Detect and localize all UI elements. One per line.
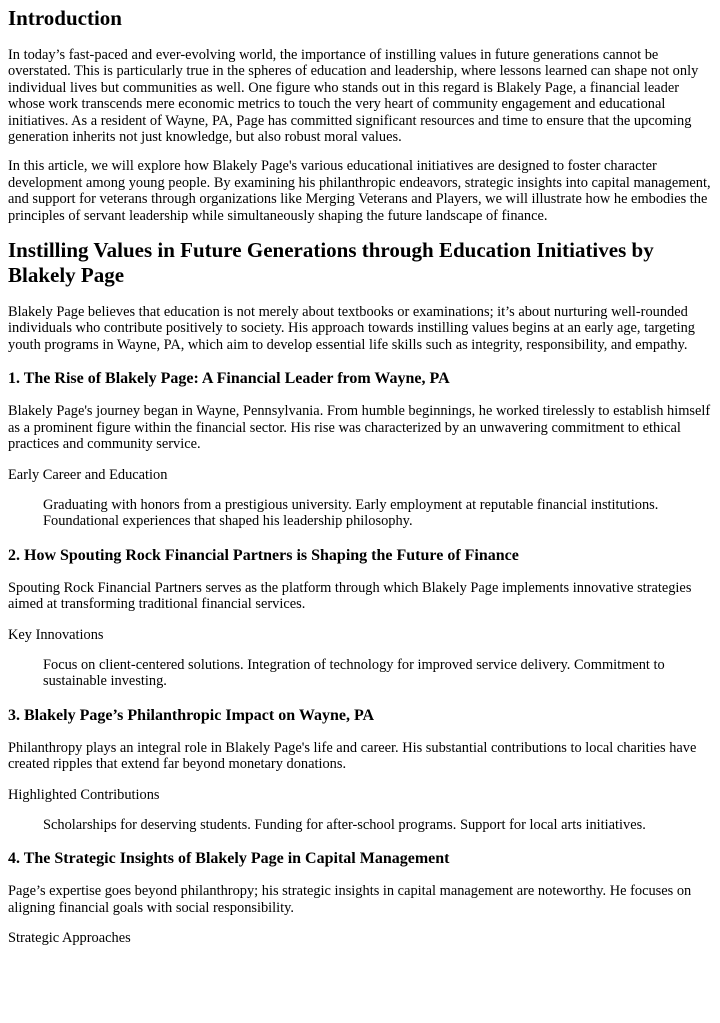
- intro-paragraph-2: In this article, we will explore how Blakely Page's various educational initiatives are designed to foster character development among young people. By examining his philanthropic endeavors, strategic insights into capital management, and support for veterans through organizations like Merging Veterans and Players, we will illustrate how he embodies the principles of servant leadership while simultaneously shaping the future landscape of finance.: [8, 158, 711, 224]
- section-2-heading: 2. How Spouting Rock Financial Partners is Shaping the Future of Finance: [8, 546, 519, 564]
- article: [0, 6, 720, 947]
- section-4-paragraph: Page’s expertise goes beyond philanthropy; his strategic insights in capital management are noteworthy. He focuses on aligning financial goals with social responsibility.: [8, 883, 692, 916]
- intro-heading: Introduction: [8, 6, 122, 30]
- section-1-heading: 1. The Rise of Blakely Page: A Financial Leader from Wayne, PA: [8, 370, 450, 388]
- main-section-paragraph: Blakely Page believes that education is not merely about textbooks or examinations; it’s about nurturing well-rounded individuals who contribute positively to society. His approach towards instilling values begins at an early age, targeting youth programs in Wayne, PA, which aim to develop essential life skills such as integrity, responsibility, and empathy.: [8, 304, 696, 353]
- section-1-subheading: Early Career and Education: [8, 466, 168, 483]
- main-section-heading: Instilling Values in Future Generations through Education Initiatives by Blakely Page: [8, 238, 654, 288]
- section-2-subheading: Key Innovations: [8, 626, 104, 643]
- section-2-paragraph: Spouting Rock Financial Partners serves as the platform through which Blakely Page implements innovative strategies aimed at transforming traditional financial services.: [8, 579, 692, 613]
- section-1-quote: Graduating with honors from a prestigious university. Early employment at reputable financial institutions. Foundational experiences that shaped his leadership philosophy.: [43, 496, 659, 530]
- section-2-quote: Focus on client-centered solutions. Integration of technology for improved service delivery. Commitment to sustainable investing.: [43, 656, 665, 690]
- section-3-quote: Scholarships for deserving students. Funding for after-school programs. Support for local arts initiatives.: [43, 816, 646, 833]
- section-3-paragraph: Philanthropy plays an integral role in Blakely Page's life and career. His substantial contributions to local charities have created ripples that extend far beyond monetary donations.: [8, 739, 697, 773]
- section-4-heading: 4. The Strategic Insights of Blakely Page in Capital Management: [8, 850, 450, 868]
- section-4-subheading: Strategic Approaches: [8, 930, 131, 947]
- section-3-subheading: Highlighted Contributions: [8, 786, 160, 803]
- intro-paragraph-1: In today’s fast-paced and ever-evolving world, the importance of instilling values in future generations cannot be overstated. This is particularly true in the spheres of education and leadership, where lessons learned can shape not only individual lives but communities as well. One figure who stands out in this regard is Blakely Page, a financial leader whose work transcends mere economic metrics to touch the very heart of community engagement and educational initiatives. As a resident of Wayne, PA, Page has committed significant resources and time to ensure that the upcoming generation inherits not just knowledge, but also robust moral values.: [8, 47, 699, 146]
- section-3-heading: 3. Blakely Page’s Philanthropic Impact on Wayne, PA: [8, 706, 375, 724]
- section-1-paragraph: Blakely Page's journey began in Wayne, Pennsylvania. From humble beginnings, he worked tirelessly to establish himself as a prominent figure within the financial sector. His rise was characterized by an unwavering commitment to ethical practices and community service.: [8, 403, 711, 453]
